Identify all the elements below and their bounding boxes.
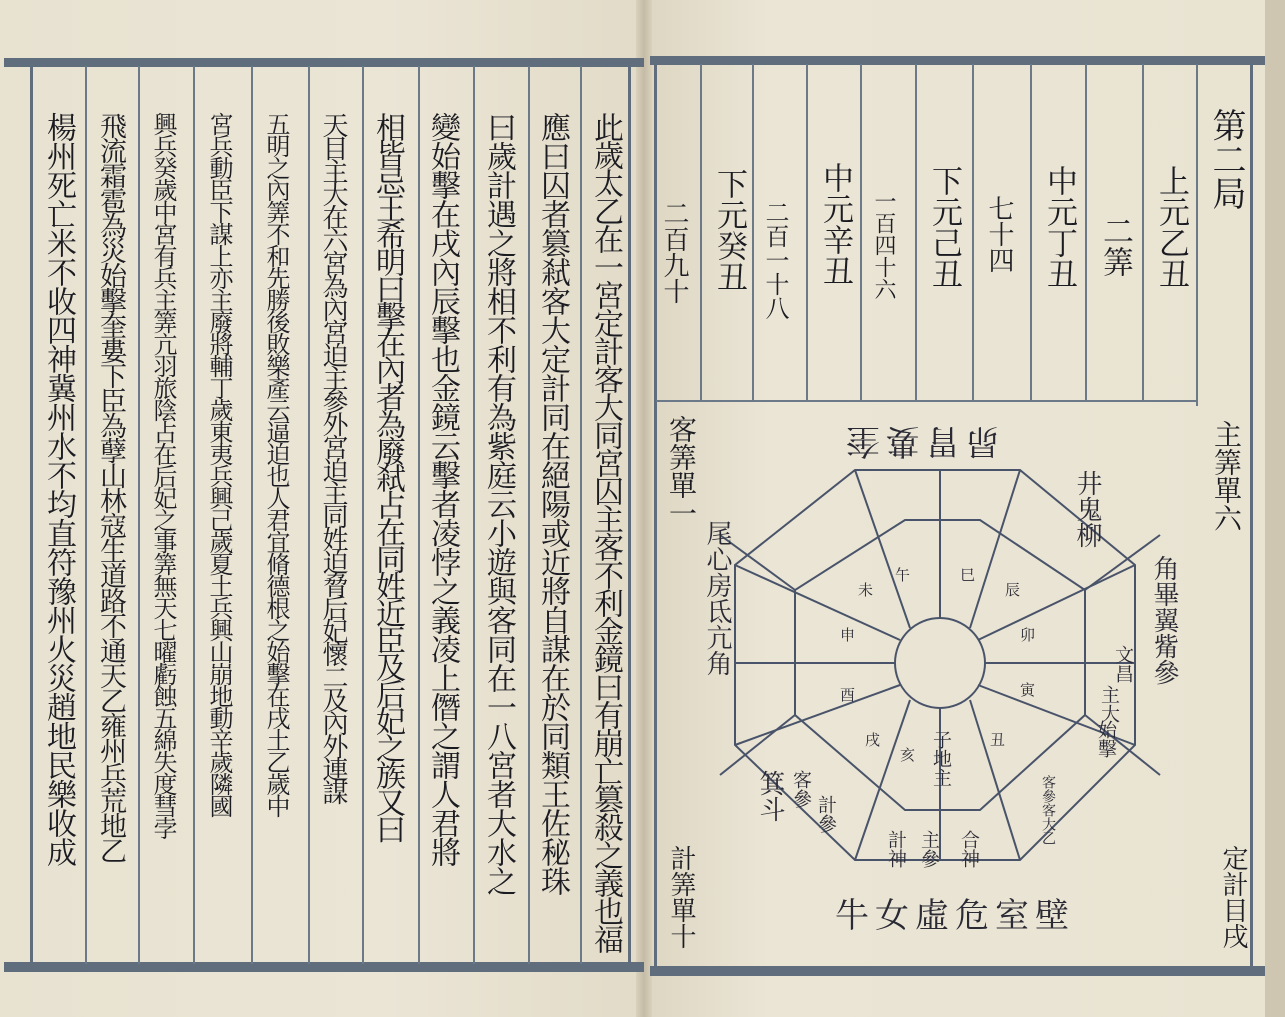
ring-right-label [1145, 555, 1183, 685]
ring-mansion: 翼 [1149, 607, 1179, 633]
inner-label-jican: 計參 [815, 795, 837, 833]
text-column-6: 天目主大在六宮為內宮迫主參外宮迫主同姓迫脅后妃懷二及內外連謀 [318, 112, 348, 802]
sector-label: 亥 [900, 746, 916, 764]
ring-mansion: 亢 [702, 624, 732, 650]
text-column-5: 相皆忌王希明曰擊在內者為廢弒占在同姓近臣及后妃之族又曰 [370, 112, 405, 841]
fixed-target-label: 定計目戌 [1218, 845, 1248, 949]
table-column-rule [1085, 64, 1087, 400]
center-circle [895, 618, 985, 708]
text-column-2: 應曰囚者篡弒客大定計同在絕陽或近將自謀在於同類王佐秘珠 [535, 112, 570, 895]
ring-mansion: 井 [1072, 470, 1102, 496]
ring-mansion: 鬼 [1072, 496, 1102, 522]
ring-mansion: 角 [702, 650, 732, 676]
text-column-7: 五明之內筭不和先勝後敗樂產云逼迫也人君宜脩德根之始擊在戌土乙歲中 [262, 112, 290, 816]
ring-bottom-label: 牛女虛危室壁 [835, 896, 1075, 936]
ring-mansion: 尾 [702, 520, 732, 546]
ring-mansion: 畢 [1149, 581, 1179, 607]
table-entry: 二百一十八 [761, 200, 789, 320]
inner-label-guest: 客參客大乙 [1040, 775, 1056, 845]
sector-label: 辰 [1005, 581, 1021, 599]
ring-upper-right-label [1070, 470, 1104, 548]
ring-mansion: 角 [1149, 555, 1179, 581]
text-column-1: 此歲太乙在一宮定計客大同宮囚主客不利金鏡曰有崩亡篡殺之義也福 [588, 112, 623, 952]
ring-mansion: 柳 [1072, 522, 1102, 548]
text-column-11: 楊州死亡米不收四神冀州水不均直符豫州火災趙地民樂收成 [41, 112, 76, 866]
sector-label: 申 [840, 626, 856, 644]
text-column-8: 宮兵動臣下謀上亦主廢將輔丁歲東夷兵興己歲夏土兵興山崩地動辛歲隣國 [205, 112, 233, 816]
table-entry: 二筭 [1097, 215, 1133, 277]
table-entry: 下元己丑 [926, 165, 962, 289]
column-rule [580, 66, 582, 964]
table-column-rule [860, 64, 862, 400]
table-column-rule [972, 64, 974, 400]
inner-label-zhuda: 主大 [1098, 685, 1120, 723]
table-column-rule [1030, 64, 1032, 400]
inner-label-kecan: 客參 [790, 770, 812, 808]
table-entry: 七十四 [984, 195, 1014, 273]
column-rule [362, 66, 364, 964]
column-rule [528, 66, 530, 964]
inner-label-zhucan: 主參 [918, 830, 940, 868]
column-rule [308, 66, 310, 964]
left-bottom-border [4, 962, 644, 972]
guest-count-label: 客筭單一 [665, 415, 698, 527]
page-edge [1265, 0, 1285, 1017]
table-entry: 中元丁丑 [1041, 165, 1077, 289]
sector-label: 卯 [1020, 626, 1036, 644]
sector-label: 丑 [990, 731, 1006, 749]
text-column-9: 興兵癸歲中宮有兵主筭亢羽旅陰占在后妃之事筭無天七曜虧蝕五綿失度彗孛 [149, 112, 177, 838]
right-inner-border [654, 62, 657, 968]
inner-label-heshen: 合神 [958, 830, 980, 868]
sector-label: 戌 [865, 731, 881, 749]
host-count-label: 主筭單六 [1210, 420, 1243, 532]
left-inner-border [628, 64, 631, 964]
sector-label: 寅 [1020, 681, 1036, 699]
right-outer-border [1250, 62, 1253, 968]
inner-label-jishen: 計神 [885, 830, 907, 868]
table-entry: 一百四十六 [871, 190, 896, 300]
left-top-border [4, 58, 644, 67]
ring-mansion: 觜 [1149, 633, 1179, 659]
book-gutter [636, 0, 652, 1017]
table-entry: 上元乙丑 [1153, 165, 1189, 289]
inner-label-shiji: 始擊 [1095, 720, 1117, 758]
left-outer-border [30, 64, 33, 964]
right-bottom-border [650, 966, 1265, 976]
sector-label: 未 [858, 581, 874, 599]
inner-label-wenchang: 文昌 [1112, 645, 1134, 683]
ring-bottom-left-label [745, 770, 795, 822]
ring-mansion: 斗 [755, 796, 785, 822]
right-top-border [650, 56, 1265, 65]
table-column-rule [806, 64, 808, 400]
column-rule [138, 66, 140, 964]
calc-count-label: 計筭單十 [666, 845, 696, 949]
table-entry: 下元癸丑 [711, 168, 747, 292]
table-column-rule [915, 64, 917, 400]
table-column-rule [1196, 64, 1198, 406]
ring-left-label [695, 520, 739, 676]
column-rule [473, 66, 475, 964]
ring-top-label: 昴胃婁奎 [840, 421, 1000, 461]
section-title: 第二局 [1206, 108, 1246, 210]
text-column-3: 曰歲計遇之將相不利有為紫庭云小遊與客同在一八宮者大水之 [481, 112, 516, 895]
table-column-rule [752, 64, 754, 400]
column-rule [251, 66, 253, 964]
ring-mansion: 參 [1149, 659, 1179, 685]
text-column-4: 變始擊在戌內辰擊也金鏡云擊者凌悖之義凌上僭之謂人君將 [425, 112, 460, 866]
table-column-rule [700, 64, 702, 400]
column-rule [418, 66, 420, 964]
inner-label-center: 子地主 [930, 730, 952, 787]
sector-label: 酉 [840, 686, 856, 704]
table-bottom-rule [656, 400, 1196, 402]
ring-mansion: 房 [702, 572, 732, 598]
ring-mansion: 心 [702, 546, 732, 572]
ring-mansion: 箕 [755, 770, 785, 796]
sector-label: 巳 [960, 566, 976, 584]
table-column-rule [1142, 64, 1144, 400]
sector-label: 午 [895, 566, 911, 584]
text-column-10: 飛流霜雹為災始擊奎婁下臣為孽山林寇生道路不通天乙雍州兵荒地乙 [95, 112, 126, 862]
table-entry: 二百九十 [659, 200, 689, 304]
column-rule [193, 66, 195, 964]
ring-mansion: 氐 [702, 598, 732, 624]
table-entry: 中元辛丑 [817, 162, 853, 286]
column-rule [85, 66, 87, 964]
